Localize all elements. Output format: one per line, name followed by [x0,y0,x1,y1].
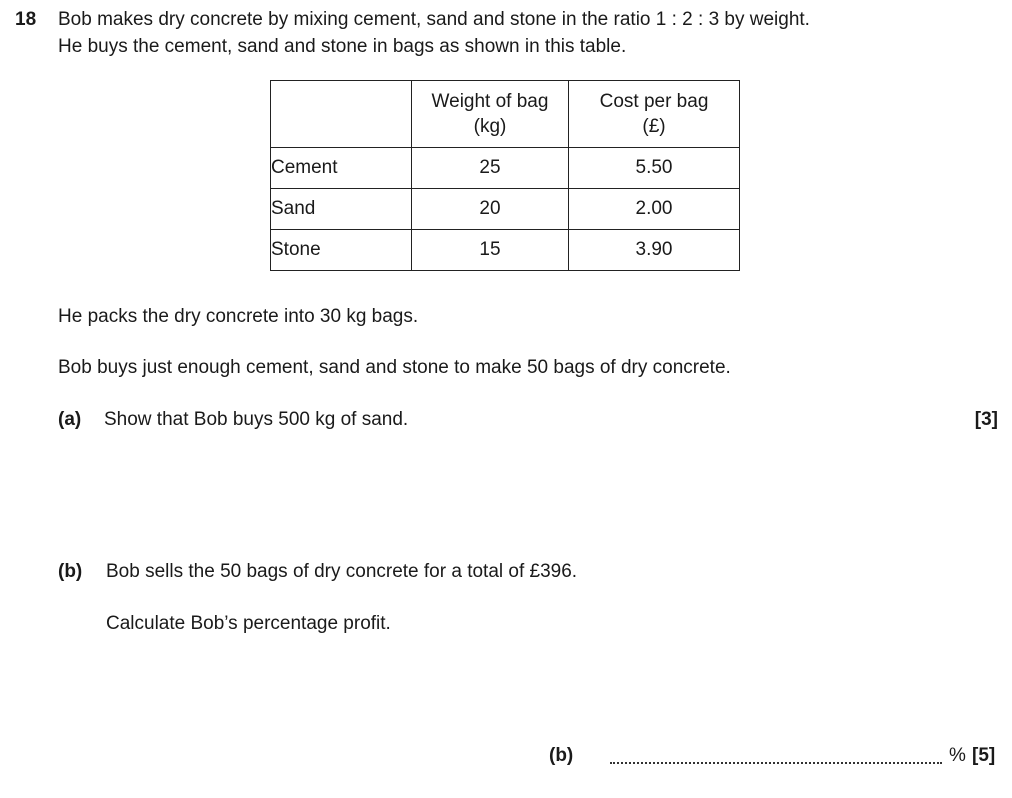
part-a-marks: [3] [974,409,998,430]
answer-unit: % [949,745,966,766]
row-weight-sand: 20 [412,189,569,230]
row-weight-cement: 25 [412,148,569,189]
part-b-label: (b) [58,561,83,582]
table-row [271,148,740,189]
part-a-label: (a) [58,409,82,430]
part-a-text: Show that Bob buys 500 kg of sand. [104,409,409,430]
table-row [271,230,740,271]
part-b-instruction: Calculate Bob’s percentage profit. [106,613,391,634]
buys-statement: Bob buys just enough cement, sand and stone to make 50 bags of dry concrete. [58,357,731,378]
question-intro-line-2: He buys the cement, sand and stone in bags as shown in this table. [58,36,627,57]
row-cost-cement: 5.50 [569,148,740,189]
bag-table [270,80,740,271]
table-header-row [271,81,740,148]
header-cost-line1: Cost per bag [599,91,709,112]
row-cost-stone: 3.90 [569,230,740,271]
question-number: 18 [15,9,37,30]
answer-line[interactable] [610,762,942,764]
header-weight-line1: Weight of bag [431,91,549,112]
packs-statement: He packs the dry concrete into 30 kg bags. [58,306,419,327]
row-material-sand: Sand [271,189,412,230]
part-b-text: Bob sells the 50 bags of dry concrete for a total of £396. [106,561,578,582]
table-header-weight [412,81,569,148]
answer-marks: [5] [972,745,996,766]
question-intro-line-1: Bob makes dry concrete by mixing cement, sand and stone in the ratio 1 : 2 : 3 by weight. [58,9,810,30]
table-header-cost [569,81,740,148]
row-material-cement: Cement [271,148,412,189]
table-row [271,189,740,230]
row-cost-sand: 2.00 [569,189,740,230]
answer-label: (b) [549,745,574,766]
table-header-blank [271,81,412,148]
row-material-stone: Stone [271,230,412,271]
header-cost-line2: (£) [642,116,666,137]
row-weight-stone: 15 [412,230,569,271]
header-weight-line2: (kg) [473,116,507,137]
